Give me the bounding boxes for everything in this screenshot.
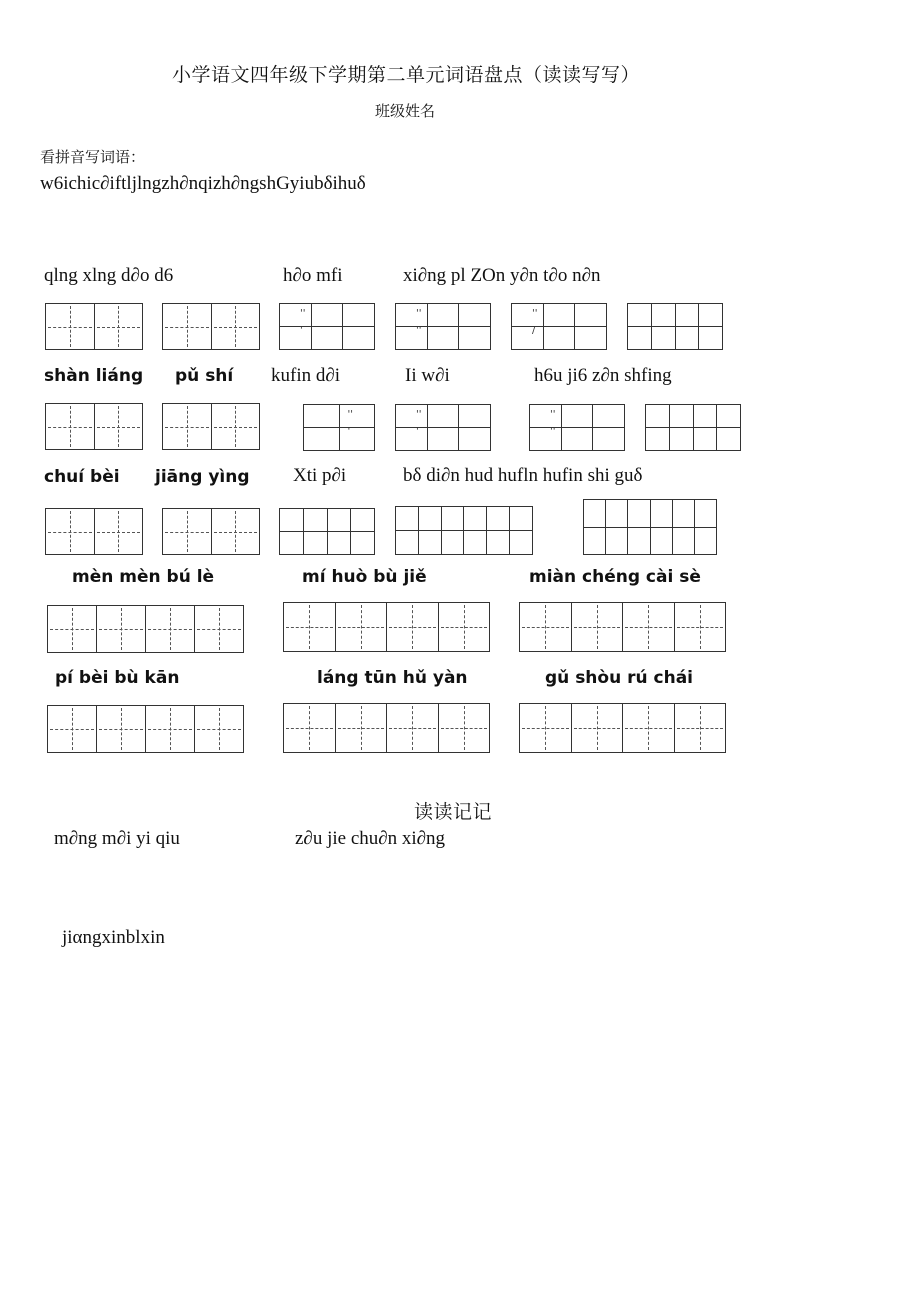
pinyin-label: pí bèi bù kān — [55, 668, 180, 688]
read-item: m∂ng m∂i yi qiu — [54, 828, 180, 849]
answer-grid[interactable]: '' '' — [395, 303, 491, 350]
pinyin-label: kufin d∂i — [271, 365, 341, 386]
pinyin-label: pǔ shí — [175, 366, 234, 386]
answer-grid[interactable] — [162, 508, 260, 555]
pinyin-label: shàn liáng — [44, 366, 144, 386]
pinyin-label: h∂o mfi — [283, 265, 343, 286]
answer-grid[interactable] — [47, 705, 244, 753]
pinyin-label: láng tūn hǔ yàn — [317, 668, 468, 688]
read-item: z∂u jie chu∂n xi∂ng — [295, 828, 446, 849]
pinyin-label: xi∂ng pl ZOn y∂n t∂o n∂n — [403, 265, 601, 286]
pinyin-label: qlng xlng d∂o d6 — [44, 265, 174, 286]
pinyin-label: mí huò bù jiě — [302, 567, 427, 587]
answer-grid[interactable] — [45, 303, 143, 350]
pinyin-label: h6u ji6 z∂n shfing — [534, 365, 672, 386]
answer-grid[interactable] — [162, 403, 260, 450]
answer-grid[interactable] — [283, 703, 490, 753]
pinyin-label: miàn chéng cài sè — [529, 567, 701, 587]
pinyin-label: jiāng yìng — [155, 467, 250, 487]
answer-grid[interactable] — [519, 703, 726, 753]
answer-grid[interactable]: '' ' — [395, 404, 491, 451]
answer-grid[interactable] — [519, 602, 726, 652]
answer-grid[interactable] — [45, 508, 143, 555]
intro-pinyin-line: w6ichic∂iftljlngzh∂nqizh∂ngshGyiubδihuδ — [40, 173, 366, 194]
page-title: 小学语文四年级下学期第二单元词语盘点（读读写写） — [172, 64, 641, 86]
section-heading: 读读记记 — [414, 801, 493, 823]
answer-grid[interactable] — [279, 508, 375, 555]
answer-grid[interactable] — [283, 602, 490, 652]
answer-grid[interactable]: '' ' — [279, 303, 375, 350]
answer-grid[interactable] — [645, 404, 741, 451]
pinyin-label: Xti p∂i — [293, 465, 347, 486]
pinyin-label: gǔ shòu rú chái — [545, 668, 693, 688]
answer-grid[interactable] — [45, 403, 143, 450]
instruction-label: 看拼音写词语： — [40, 148, 146, 166]
pinyin-label: chuí bèi — [44, 467, 120, 487]
pinyin-label: bδ di∂n hud hufln hufin shi guδ — [403, 465, 643, 486]
answer-grid[interactable]: '' ' — [303, 404, 375, 451]
answer-grid[interactable]: '' '' — [529, 404, 625, 451]
pinyin-label: mèn mèn bú lè — [72, 567, 215, 587]
answer-grid[interactable] — [162, 303, 260, 350]
answer-grid[interactable] — [583, 499, 717, 555]
answer-grid[interactable]: '' / — [511, 303, 607, 350]
answer-grid[interactable] — [47, 605, 244, 653]
class-name-label: 班级姓名 — [375, 102, 436, 120]
read-item: jiαngxinblxin — [62, 927, 165, 948]
pinyin-label: Ii w∂i — [405, 365, 450, 386]
answer-grid[interactable] — [395, 506, 533, 555]
answer-grid[interactable] — [627, 303, 723, 350]
